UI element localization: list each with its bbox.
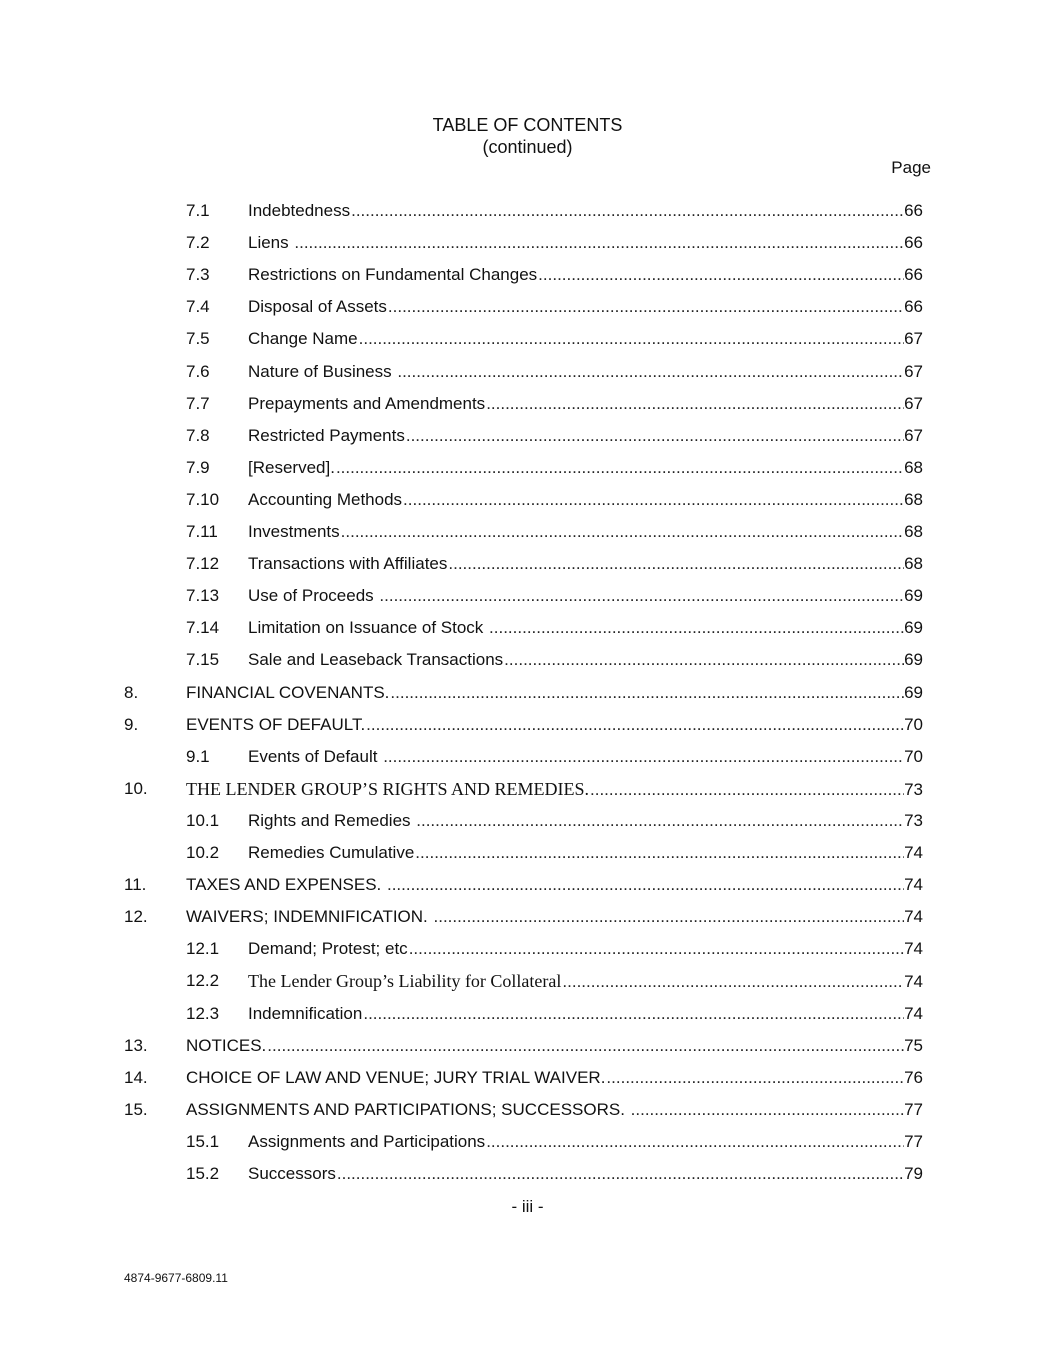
toc-entry-number: 11.	[124, 875, 147, 895]
dot-leader	[388, 297, 904, 317]
toc-entry-line	[248, 265, 923, 285]
toc-entry-line	[248, 747, 923, 767]
dot-leader	[336, 458, 904, 478]
toc-entry-line	[248, 554, 923, 574]
dot-leader	[489, 618, 904, 638]
toc-entry-number: 7.5	[186, 329, 210, 349]
toc-entry-page: 68	[904, 489, 923, 509]
toc-entry-number: 7.10	[186, 489, 220, 509]
toc-entry	[0, 1159, 1055, 1191]
toc-entry-page: 67	[904, 361, 923, 381]
toc-entry	[0, 517, 1055, 549]
toc-entry-page: 70	[904, 746, 923, 766]
toc-entry-number: 7.3	[186, 265, 210, 285]
toc-entry-page: 74	[904, 843, 923, 862]
toc-entry-line	[248, 426, 923, 446]
toc-entry-line	[248, 394, 923, 414]
toc-entry-page: 66	[904, 265, 923, 285]
toc-entry-line	[186, 1036, 923, 1056]
toc-entry-number: 7.7	[186, 393, 210, 413]
toc-entry-title: Liens	[248, 233, 294, 253]
dot-leader	[359, 329, 904, 349]
toc-entry-title: TAXES AND EXPENSES.	[186, 875, 386, 895]
dot-leader	[538, 265, 904, 285]
dot-leader	[486, 1132, 904, 1152]
toc-entry	[0, 389, 1055, 421]
dot-leader	[590, 780, 904, 800]
toc-entry-number: 7.1	[186, 201, 210, 220]
toc-entry	[0, 870, 1055, 902]
page-column-label: Page	[891, 158, 931, 177]
toc-entry-page: 67	[904, 329, 923, 349]
toc-entry-title: The Lender Group’s Liability for Collateral	[248, 971, 562, 992]
toc-entry-line	[186, 1100, 923, 1120]
toc-entry-line	[186, 683, 923, 703]
toc-entry-title: Sale and Leaseback Transactions	[248, 650, 504, 670]
toc-entry-title: Remedies Cumulative	[248, 843, 415, 862]
toc-entry-page: 79	[904, 1164, 923, 1183]
toc-entry-number: 12.2	[186, 971, 220, 991]
toc-entry-number: 9.1	[186, 746, 210, 766]
toc-entry-line	[248, 1164, 923, 1184]
toc-entry-page: 68	[904, 457, 923, 477]
toc-entry-page: 69	[904, 682, 923, 702]
toc-entry-title: Transactions with Affiliates	[248, 554, 448, 574]
dot-leader	[294, 233, 904, 253]
toc-entry	[0, 292, 1055, 324]
toc-entry-page: 68	[904, 522, 923, 541]
toc-entry-title: Prepayments and Amendments	[248, 393, 486, 413]
toc-entry	[0, 645, 1055, 677]
toc-entry-title: THE LENDER GROUP’S RIGHTS AND REMEDIES.	[186, 778, 590, 799]
toc-entry-number: 10.1	[186, 810, 220, 830]
toc-entry-line	[248, 362, 923, 382]
toc-entry-number: 12.1	[186, 939, 220, 959]
toc-entry-page: 73	[904, 779, 923, 799]
toc-entry-title: [Reserved].	[248, 457, 335, 477]
toc-entry-line	[248, 1132, 923, 1152]
toc-entry-page: 66	[904, 233, 923, 253]
dot-leader	[606, 1068, 904, 1088]
toc-entry-line	[248, 971, 923, 992]
toc-entry-number: 7.4	[186, 297, 210, 317]
dot-leader	[486, 394, 904, 414]
toc-entry-page: 67	[904, 393, 923, 413]
toc-entry-line	[248, 650, 923, 670]
toc-entry-number: 10.	[124, 778, 148, 798]
toc-entry-line	[186, 907, 923, 927]
toc-entry	[0, 581, 1055, 613]
toc-entry-number: 15.1	[186, 1131, 220, 1151]
toc-entry-title: Disposal of Assets	[248, 297, 387, 317]
dot-leader	[379, 586, 904, 606]
toc-entry	[0, 999, 1055, 1031]
toc-entry-number: 15.	[124, 1099, 148, 1119]
toc-entry-page: 76	[904, 1067, 923, 1087]
toc-entry	[0, 710, 1055, 742]
toc-entry-page: 66	[904, 201, 923, 220]
toc-entry-number: 7.9	[186, 457, 210, 477]
toc-entry-title: Restrictions on Fundamental Changes	[248, 265, 538, 285]
toc-entry-title: Rights and Remedies	[248, 810, 416, 830]
toc-entry	[0, 260, 1055, 292]
toc-entry-title: Use of Proceeds	[248, 586, 379, 606]
dot-leader	[448, 554, 904, 574]
toc-entry	[0, 1031, 1055, 1063]
toc-entry-line	[248, 586, 923, 606]
dot-leader	[383, 747, 904, 767]
toc-entry-line	[248, 939, 923, 959]
toc-entry-line	[248, 843, 923, 863]
toc-entry-page: 69	[904, 586, 923, 606]
toc-entry-number: 13.	[124, 1035, 148, 1055]
toc-entry	[0, 196, 1055, 228]
toc-entry-title: Investments	[248, 522, 340, 541]
toc-entry-title: Successors	[248, 1164, 336, 1183]
toc-entry-page: 74	[904, 907, 923, 927]
toc-entry-number: 12.	[124, 907, 148, 927]
toc-entry-title: Assignments and Participations	[248, 1131, 486, 1151]
dot-leader	[366, 715, 904, 735]
dot-leader	[403, 490, 904, 510]
toc-entry-title: Restricted Payments	[248, 425, 405, 445]
dot-leader	[267, 1036, 904, 1056]
toc-entry-page: 74	[904, 875, 923, 895]
dot-leader	[387, 875, 904, 895]
toc-entry-number: 7.8	[186, 425, 210, 445]
dot-leader	[415, 843, 904, 863]
toc-entry	[0, 485, 1055, 517]
toc-entry-line	[248, 490, 923, 510]
toc-entry-title: Accounting Methods	[248, 489, 403, 509]
toc-entry-number: 12.3	[186, 1003, 220, 1023]
toc-subtitle: (continued)	[482, 137, 573, 157]
toc-entry	[0, 774, 1055, 806]
toc-entry-page: 73	[904, 810, 923, 830]
toc-entry-title: Indemnification	[248, 1003, 363, 1023]
toc-entry-number: 7.11	[186, 522, 218, 541]
toc-entry-title: CHOICE OF LAW AND VENUE; JURY TRIAL WAIVER.	[186, 1067, 606, 1087]
toc-entry-title: NOTICES.	[186, 1035, 267, 1055]
toc-entry-title: Indebtedness	[248, 201, 351, 220]
document-number: 4874-9677-6809.11	[124, 1271, 228, 1285]
dot-leader	[562, 972, 904, 992]
toc-entry	[0, 549, 1055, 581]
toc-entry-page: 77	[904, 1099, 923, 1119]
toc-entry-page: 75	[904, 1035, 923, 1055]
toc-entry	[0, 966, 1055, 998]
dot-leader	[416, 811, 904, 831]
toc-entry-page: 74	[904, 939, 923, 959]
toc-entry	[0, 453, 1055, 485]
dot-leader	[341, 522, 904, 542]
toc-entry-line	[248, 618, 923, 638]
dot-leader	[363, 1004, 904, 1024]
toc-entry-number: 10.2	[186, 843, 220, 862]
toc-entry-title: WAIVERS; INDEMNIFICATION.	[186, 907, 433, 927]
toc-entry-line	[248, 297, 923, 317]
dot-leader	[337, 1164, 904, 1184]
toc-entry-title: Events of Default	[248, 746, 383, 766]
toc-entry-title: ASSIGNMENTS AND PARTICIPATIONS; SUCCESSORS.	[186, 1099, 630, 1119]
toc-entry	[0, 742, 1055, 774]
dot-leader	[397, 362, 904, 382]
toc-entry-number: 9.	[124, 714, 139, 734]
toc-entry-title: Change Name	[248, 329, 358, 349]
toc-entry-line	[248, 201, 923, 221]
dot-leader	[434, 907, 905, 927]
toc-entry-title: EVENTS OF DEFAULT.	[186, 714, 366, 734]
toc-entry-number: 7.13	[186, 586, 220, 606]
toc-entry-page: 74	[904, 1003, 923, 1023]
toc-entry	[0, 838, 1055, 870]
toc-entry-number: 7.14	[186, 618, 220, 638]
footer-page-number: - iii -	[511, 1197, 544, 1216]
toc-entry-title: Limitation on Issuance of Stock	[248, 618, 489, 638]
dot-leader	[406, 426, 904, 446]
toc-entry-line	[248, 233, 923, 253]
toc-entry-title: FINANCIAL COVENANTS.	[186, 682, 390, 702]
toc-entry	[0, 1127, 1055, 1159]
toc-entry-number: 7.15	[186, 650, 220, 670]
toc-heading	[0, 114, 1055, 158]
dot-leader	[504, 650, 904, 670]
toc-entry-line	[248, 458, 923, 478]
toc-entry	[0, 357, 1055, 389]
dot-leader	[390, 683, 904, 703]
toc-entry-page: 77	[904, 1131, 923, 1151]
dot-leader	[409, 939, 904, 959]
toc-entry-line	[248, 1004, 923, 1024]
dot-leader	[351, 201, 904, 221]
toc-entry	[0, 934, 1055, 966]
toc-entry-line	[248, 811, 923, 831]
toc-entry-page: 69	[904, 650, 923, 670]
toc-entry-line	[186, 1068, 923, 1088]
toc-entry-line	[186, 875, 923, 895]
toc-entry-number: 7.2	[186, 233, 210, 253]
toc-entry-line	[186, 779, 923, 800]
toc-entry-line	[186, 715, 923, 735]
toc-entry-page: 66	[904, 297, 923, 317]
toc-entry-number: 7.12	[186, 554, 220, 574]
toc-entry-page: 69	[904, 618, 923, 638]
toc-entry	[0, 421, 1055, 453]
toc-entry	[0, 902, 1055, 934]
toc-entry-number: 15.2	[186, 1164, 220, 1183]
dot-leader	[631, 1100, 904, 1120]
toc-entry	[0, 613, 1055, 645]
toc-entry-number: 7.6	[186, 361, 210, 381]
toc-entry	[0, 1063, 1055, 1095]
toc-entry	[0, 1095, 1055, 1127]
toc-entry-page: 70	[904, 714, 923, 734]
toc-entry	[0, 324, 1055, 356]
toc-entry-page: 68	[904, 554, 923, 574]
toc-entry-title: Nature of Business	[248, 361, 397, 381]
toc-entry	[0, 678, 1055, 710]
toc-entry-page: 74	[904, 972, 923, 992]
toc-entry-line	[248, 522, 923, 542]
toc-entry-number: 14.	[124, 1067, 148, 1087]
toc-entry-number: 8.	[124, 682, 139, 702]
toc-entry-page: 67	[904, 425, 923, 445]
toc-entry	[0, 806, 1055, 838]
toc-title: TABLE OF CONTENTS	[432, 115, 623, 135]
toc-entry-title: Demand; Protest; etc	[248, 939, 408, 959]
toc-entry	[0, 228, 1055, 260]
toc-entry-line	[248, 329, 923, 349]
